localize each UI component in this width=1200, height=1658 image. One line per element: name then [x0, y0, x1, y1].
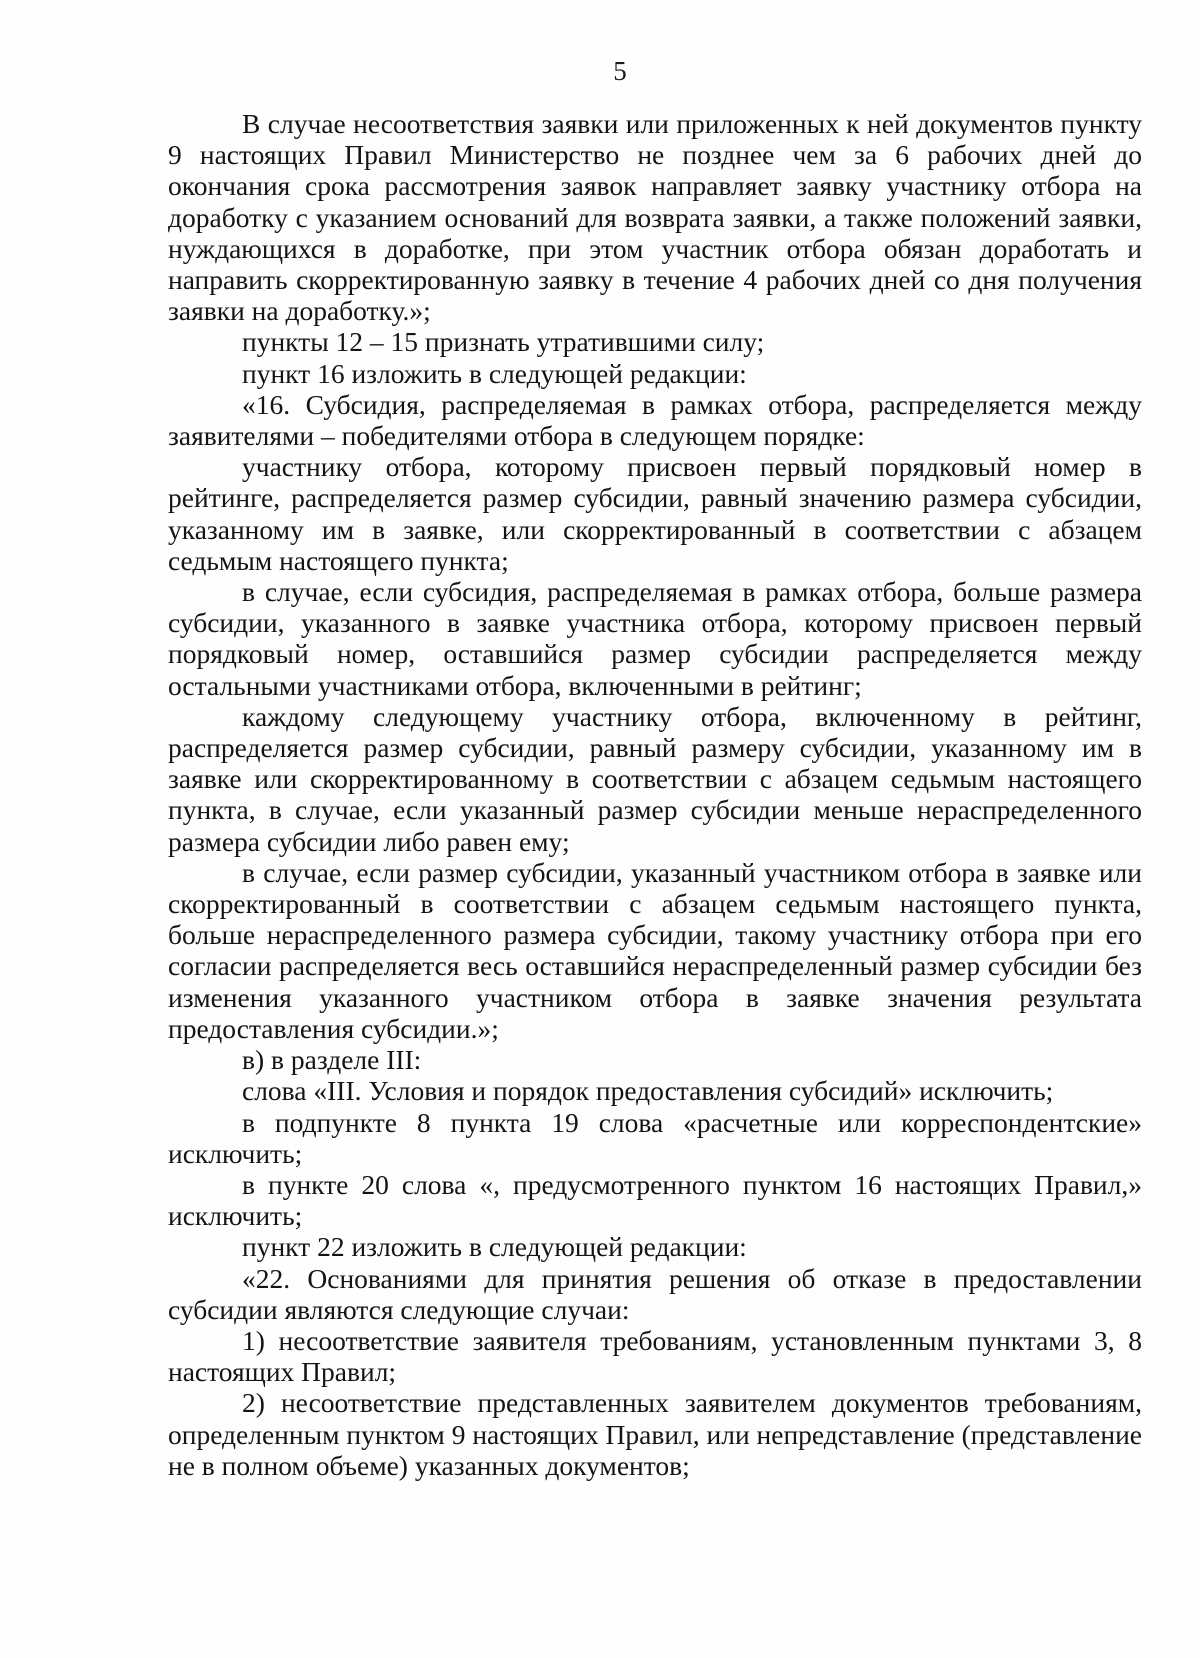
paragraph-refusal-reason-1: 1) несоответствие заявителя требованиям, установленным пунктами 3, 8 настоящих Правил; [168, 1324, 1142, 1388]
paragraph-point-22-intro: пункт 22 изложить в следующей редакции: [242, 1231, 747, 1263]
paragraph-remaining-distribution: в случае, если субсидия, распределяемая в рамках отбора, больше размера субсидии, указанного в заявке участника отбора, которому присвоен первый порядковый номер, оставшийся размер субсидии распределяется между остальными участниками отбора, включенными в рейтинг; [168, 576, 1142, 701]
paragraph-refusal-reason-2: 2) несоответствие представленных заявителем документов требованиям, определенным пунктом 9 настоящих Правил, или непредставление (представление не в полном объеме) указанных документов; [168, 1387, 1143, 1481]
paragraph-words-excluded: слова «III. Условия и порядок предоставления субсидий» исключить; [242, 1075, 1054, 1107]
paragraph-first-participant: участнику отбора, которому присвоен первый порядковый номер в рейтинге, распределяется размер субсидии, равный значению размера субсидии, указанному им в заявке, или скорректированный в соответствии с абзацем седьмым настоящего пункта; [168, 451, 1142, 576]
paragraph-exceeding-amount: в случае, если размер субсидии, указанный участником отбора в заявке или скорректированный в соответствии с абзацем седьмым настоящего пункта, больше нераспределенного размера субсидии, такому участнику отбора при его согласии распределяется весь оставшийся нераспределенный размер субсидии без изменения указанного участником отбора в заявке значения результата предоставления субсидии.»; [168, 856, 1142, 1044]
paragraph-point-16-intro: пункт 16 изложить в следующей редакции: [242, 357, 747, 389]
paragraph-section-iii: в) в разделе III: [242, 1044, 422, 1076]
paragraph-return-for-revision: В случае несоответствия заявки или приложенных к ней документов пункту 9 настоящих Правил Министерство не позднее чем за 6 рабочих дней до окончания срока рассмотрения заявок направляет заявку участнику отбора на доработку с указанием оснований для возврата заявки, а также положений заявки, нуждающихся в доработке, при этом участник отбора обязан доработать и направить скорректированную заявку в течение 4 рабочих дней со дня получения заявки на доработку.»; [168, 108, 1142, 327]
paragraph-point-20: в пункте 20 слова «, предусмотренного пунктом 16 настоящих Правил,» исключить; [168, 1168, 1142, 1232]
paragraph-each-next-participant: каждому следующему участнику отбора, включенному в рейтинг, распределяется размер субсидии, равный размеру субсидии, указанному им в заявке или скорректированному в соответствии с абзацем седьмым настоящего пункта, в случае, если указанный размер субсидии меньше нераспределенного размера субсидии либо равен ему; [168, 700, 1142, 857]
paragraph-points-12-15-void: пункты 12 – 15 признать утратившими силу; [242, 326, 765, 358]
page-number: 5 [613, 56, 627, 86]
paragraph-subpoint-8-point-19: в подпункте 8 пункта 19 слова «расчетные или корреспондентские» исключить; [168, 1106, 1142, 1169]
paragraph-point-22-text: «22. Основаниями для принятия решения об отказе в предоставлении субсидии являются следующие случаи: [168, 1262, 1142, 1325]
paragraph-point-16-text: «16. Субсидия, распределяемая в рамках отбора, распределяется между заявителями – победителями отбора в следующем порядке: [168, 388, 1142, 452]
document-body [168, 108, 1142, 1481]
